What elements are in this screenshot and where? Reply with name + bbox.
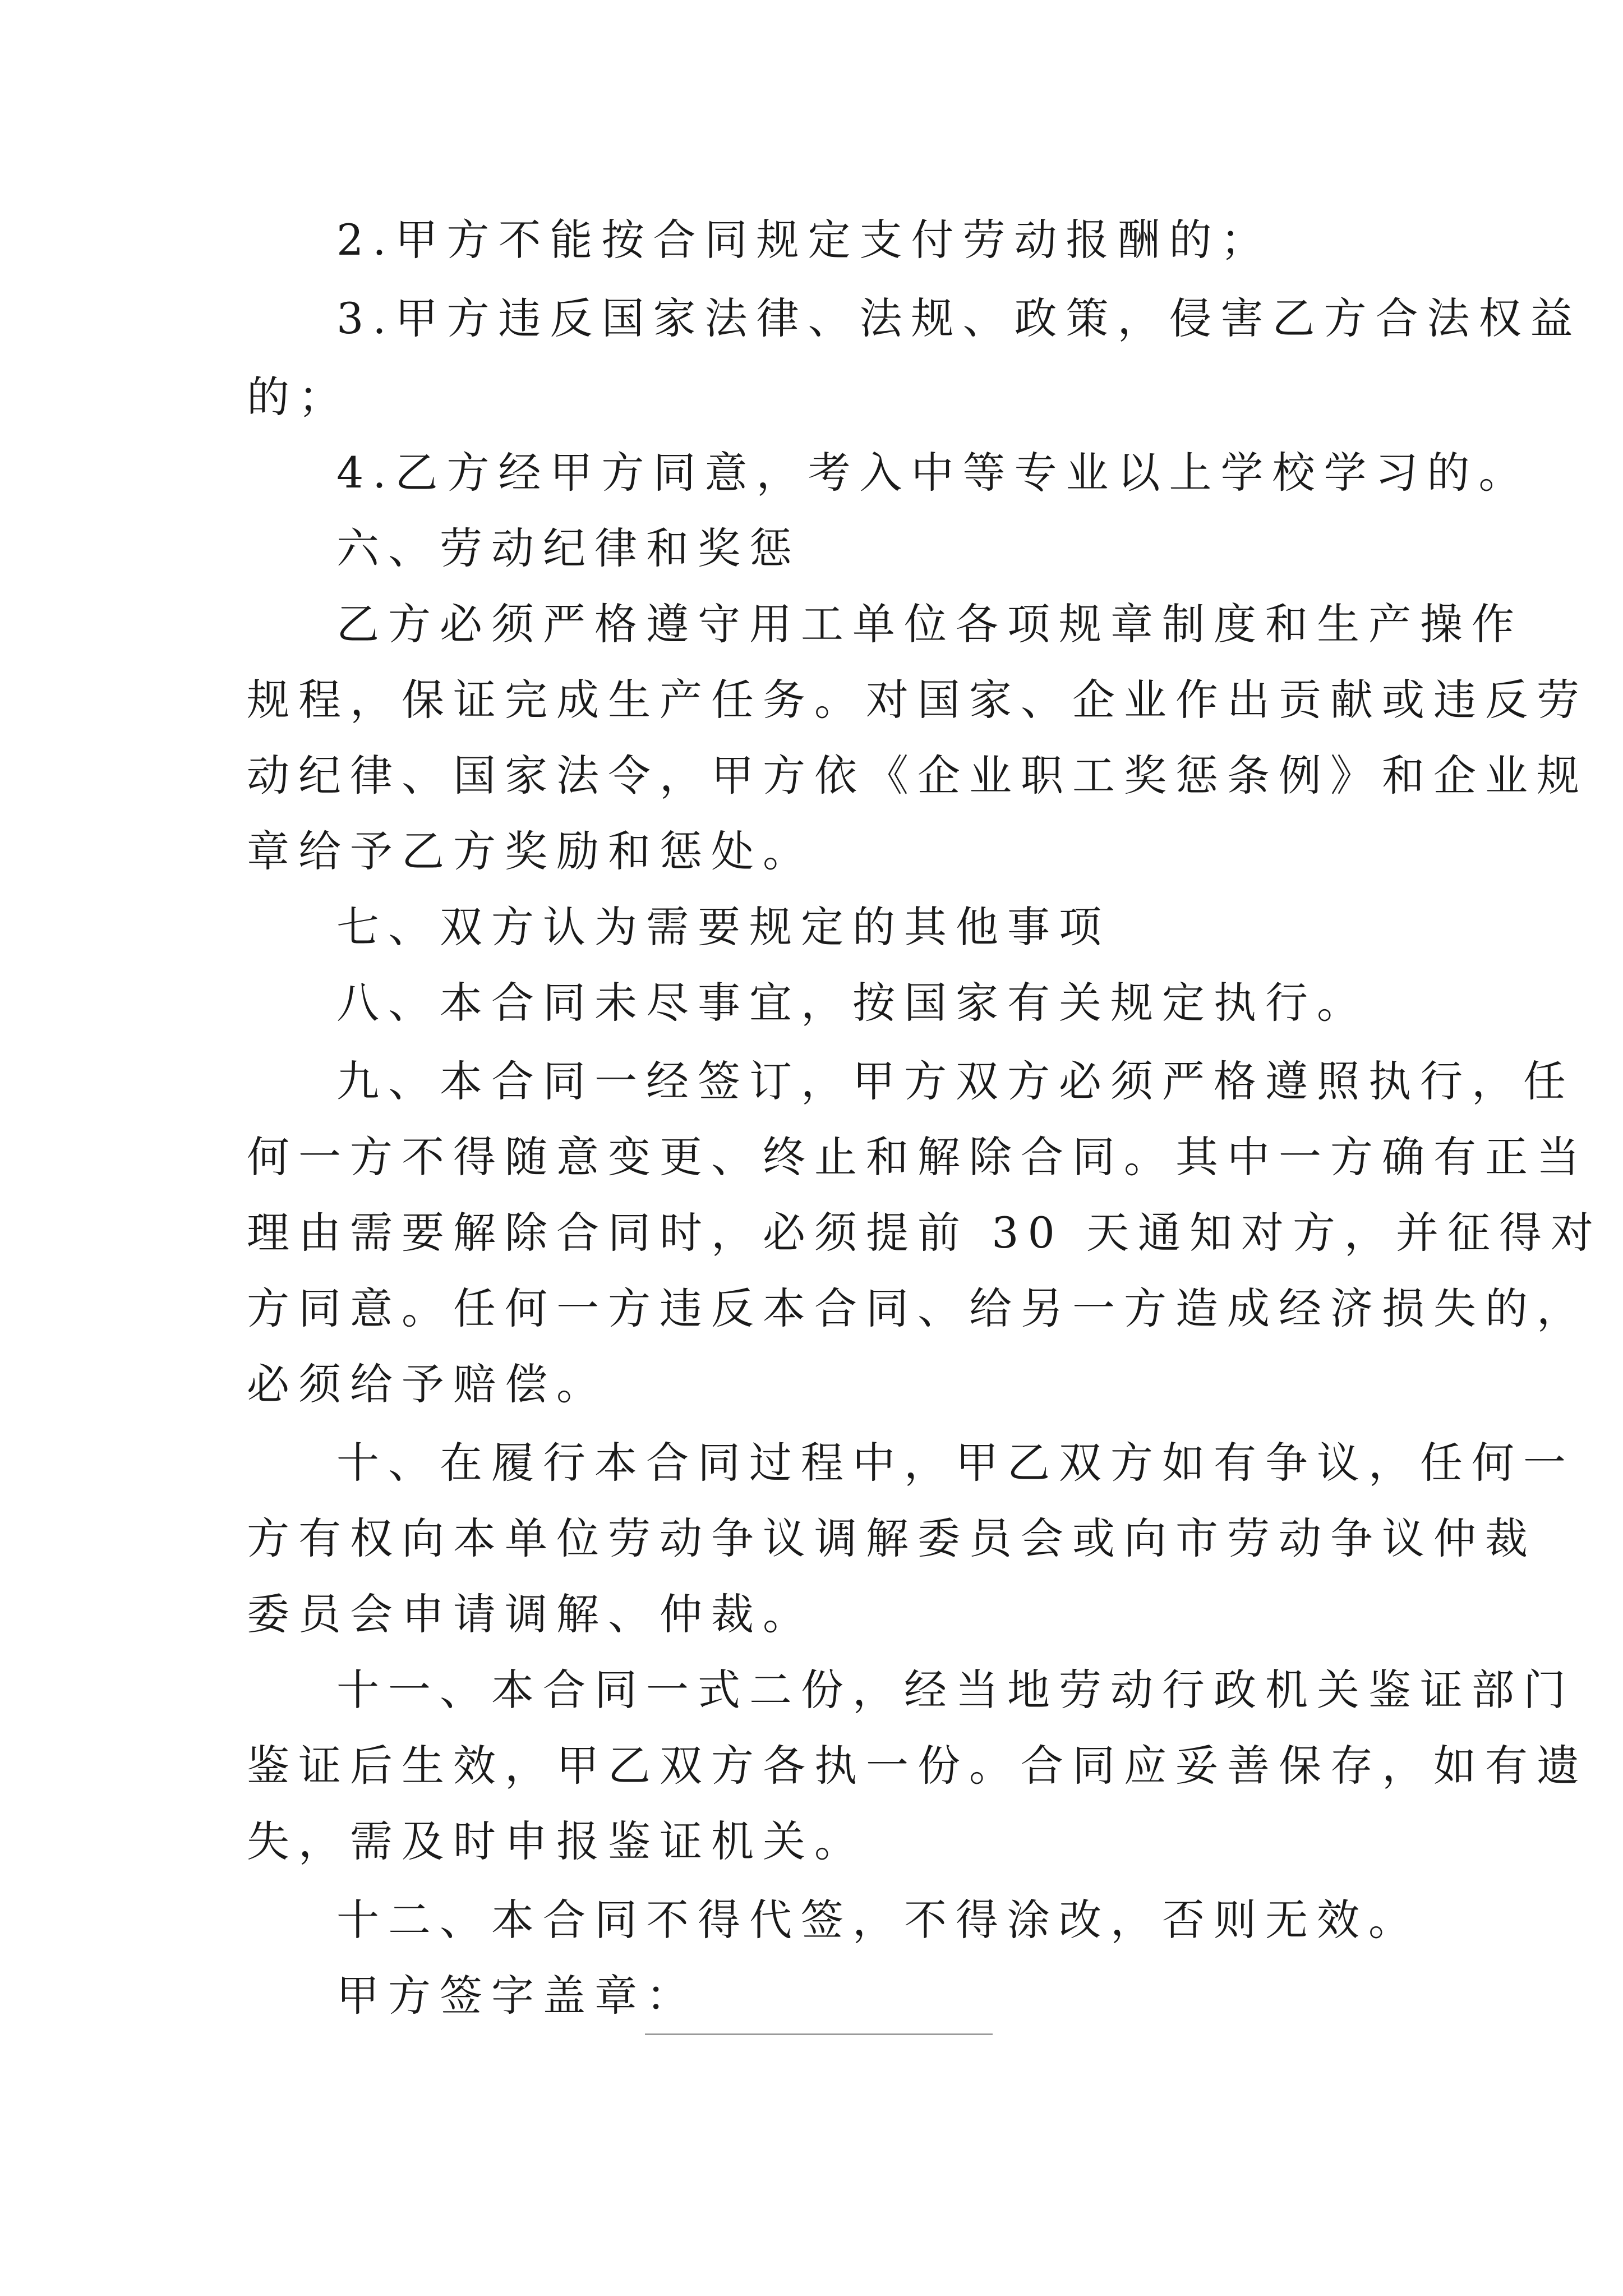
section-11-line-3: 失，需及时申报鉴证机关。	[247, 1816, 866, 1866]
section-10-line-2: 方有权向本单位劳动争议调解委员会或向市劳动争议仲裁	[247, 1513, 1537, 1563]
section-6-body-line-4: 章给予乙方奖励和惩处。	[247, 826, 814, 876]
section-9-line-5: 必须给予赔偿。	[247, 1359, 608, 1409]
section-11-line-2: 鉴证后生效，甲乙双方各执一份。合同应妥善保存，如有遗	[247, 1741, 1588, 1791]
clause-5-item-2: 2.甲方不能按合同规定支付劳动报酬的；	[336, 215, 1272, 265]
section-6-body-line-2: 规程，保证完成生产任务。对国家、企业作出贡献或违反劳	[247, 675, 1588, 725]
clause-5-item-3-cont: 的；	[247, 372, 350, 422]
section-6-body-line-1: 乙方必须严格遵守用工单位各项规章制度和生产操作	[336, 599, 1523, 649]
section-12-line-1: 十二、本合同不得代签，不得涂改，否则无效。	[336, 1895, 1420, 1945]
section-9-line-3: 理由需要解除合同时，必须提前 30 天通知对方，并征得对	[247, 1208, 1603, 1258]
section-9-line-2: 何一方不得随意变更、终止和解除合同。其中一方确有正当	[247, 1132, 1588, 1182]
party-a-signature-label: 甲方签字盖章：	[336, 1971, 698, 2021]
section-9-line-1: 九、本合同一经签订，甲方双方必须严格遵照执行，任	[336, 1056, 1575, 1106]
section-10-line-1: 十、在履行本合同过程中，甲乙双方如有争议，任何一	[336, 1438, 1575, 1488]
party-a-signature-line	[645, 2033, 993, 2035]
section-6-body-line-3: 动纪律、国家法令，甲方依《企业职工奖惩条例》和企业规	[247, 751, 1588, 800]
section-9-line-4: 方同意。任何一方违反本合同、给另一方造成经济损失的，	[247, 1283, 1588, 1333]
clause-5-item-3: 3.甲方违反国家法律、法规、政策，侵害乙方合法权益	[336, 293, 1582, 343]
clause-5-item-4: 4.乙方经甲方同意，考入中等专业以上学校学习的。	[336, 448, 1530, 498]
section-10-line-3: 委员会申请调解、仲裁。	[247, 1589, 814, 1639]
section-11-line-1: 十一、本合同一式二份，经当地劳动行政机关鉴证部门	[336, 1665, 1575, 1715]
section-7-heading: 七、双方认为需要规定的其他事项	[336, 902, 1110, 952]
section-6-heading: 六、劳动纪律和奖惩	[336, 523, 801, 573]
section-8-heading: 八、本合同未尽事宜，按国家有关规定执行。	[336, 978, 1368, 1028]
